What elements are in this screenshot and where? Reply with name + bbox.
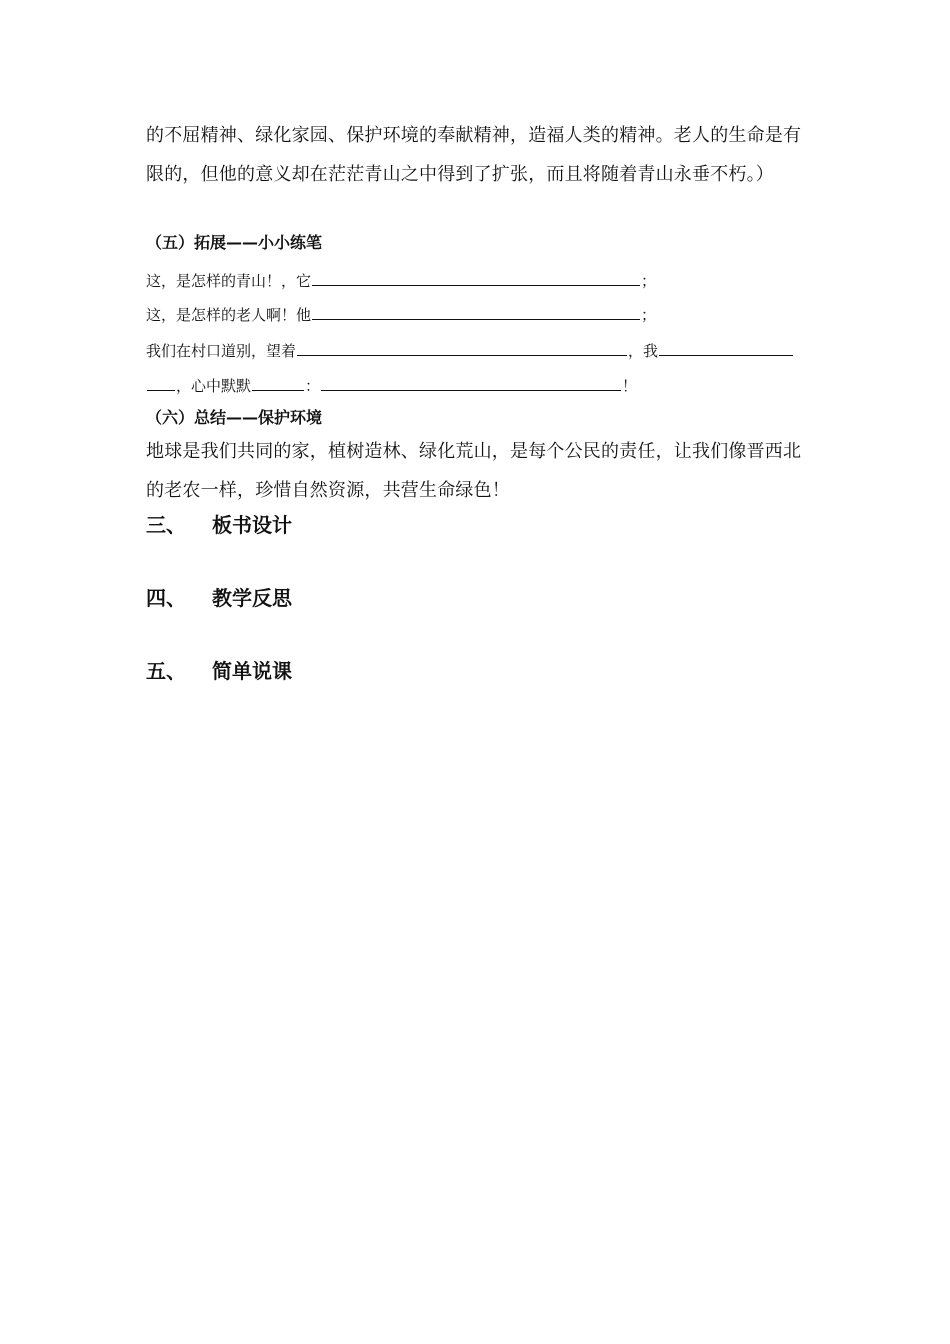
section-heading-expansion: （五）拓展——小小练笔 [146,233,323,252]
fill-text: ： [305,377,321,395]
fill-text: 我们在村口道别，望着 [146,342,297,360]
answer-blank[interactable] [147,376,175,391]
heading-number: 四、 [146,586,186,610]
paragraph-line: 的老农一样，珍惜自然资源，共营生命绿色！ [146,480,510,501]
main-heading-board-design [146,515,292,535]
fill-text: ； [641,306,657,324]
fill-text: ； [641,272,657,290]
fill-text: ，我 [628,342,659,360]
answer-blank[interactable] [252,376,304,391]
heading-title: 板书设计 [212,513,292,537]
main-heading-reflection [146,588,292,608]
fill-in-line [146,305,656,323]
fill-text: 这，是怎样的青山！，它 [146,272,312,290]
fill-in-line [146,271,656,289]
answer-blank[interactable] [321,376,621,391]
answer-blank[interactable] [297,341,627,356]
fill-in-line [146,376,637,394]
main-heading-lesson-talk [146,661,292,681]
answer-blank[interactable] [312,305,640,320]
fill-text: 这，是怎样的老人啊！他 [146,306,312,324]
paragraph-line: 地球是我们共同的家，植树造林、绿化荒山，是每个公民的责任，让我们像晋西北 [146,441,802,462]
heading-number: 三、 [146,513,186,537]
heading-number: 五、 [146,659,186,683]
fill-text: ，心中默默 [176,377,252,395]
heading-title: 简单说课 [212,659,292,683]
paragraph-line: 限的，但他的意义却在茫茫青山之中得到了扩张，而且将随着青山永垂不朽。） [146,164,774,185]
section-heading-summary: （六）总结——保护环境 [146,408,323,427]
fill-text: ！ [622,377,638,395]
paragraph-line: 的不屈精神、绿化家园、保护环境的奉献精神，造福人类的精神。老人的生命是有 [146,125,802,146]
answer-blank[interactable] [312,271,640,286]
fill-in-line [146,341,794,359]
heading-title: 教学反思 [212,586,292,610]
answer-blank[interactable] [659,341,793,356]
